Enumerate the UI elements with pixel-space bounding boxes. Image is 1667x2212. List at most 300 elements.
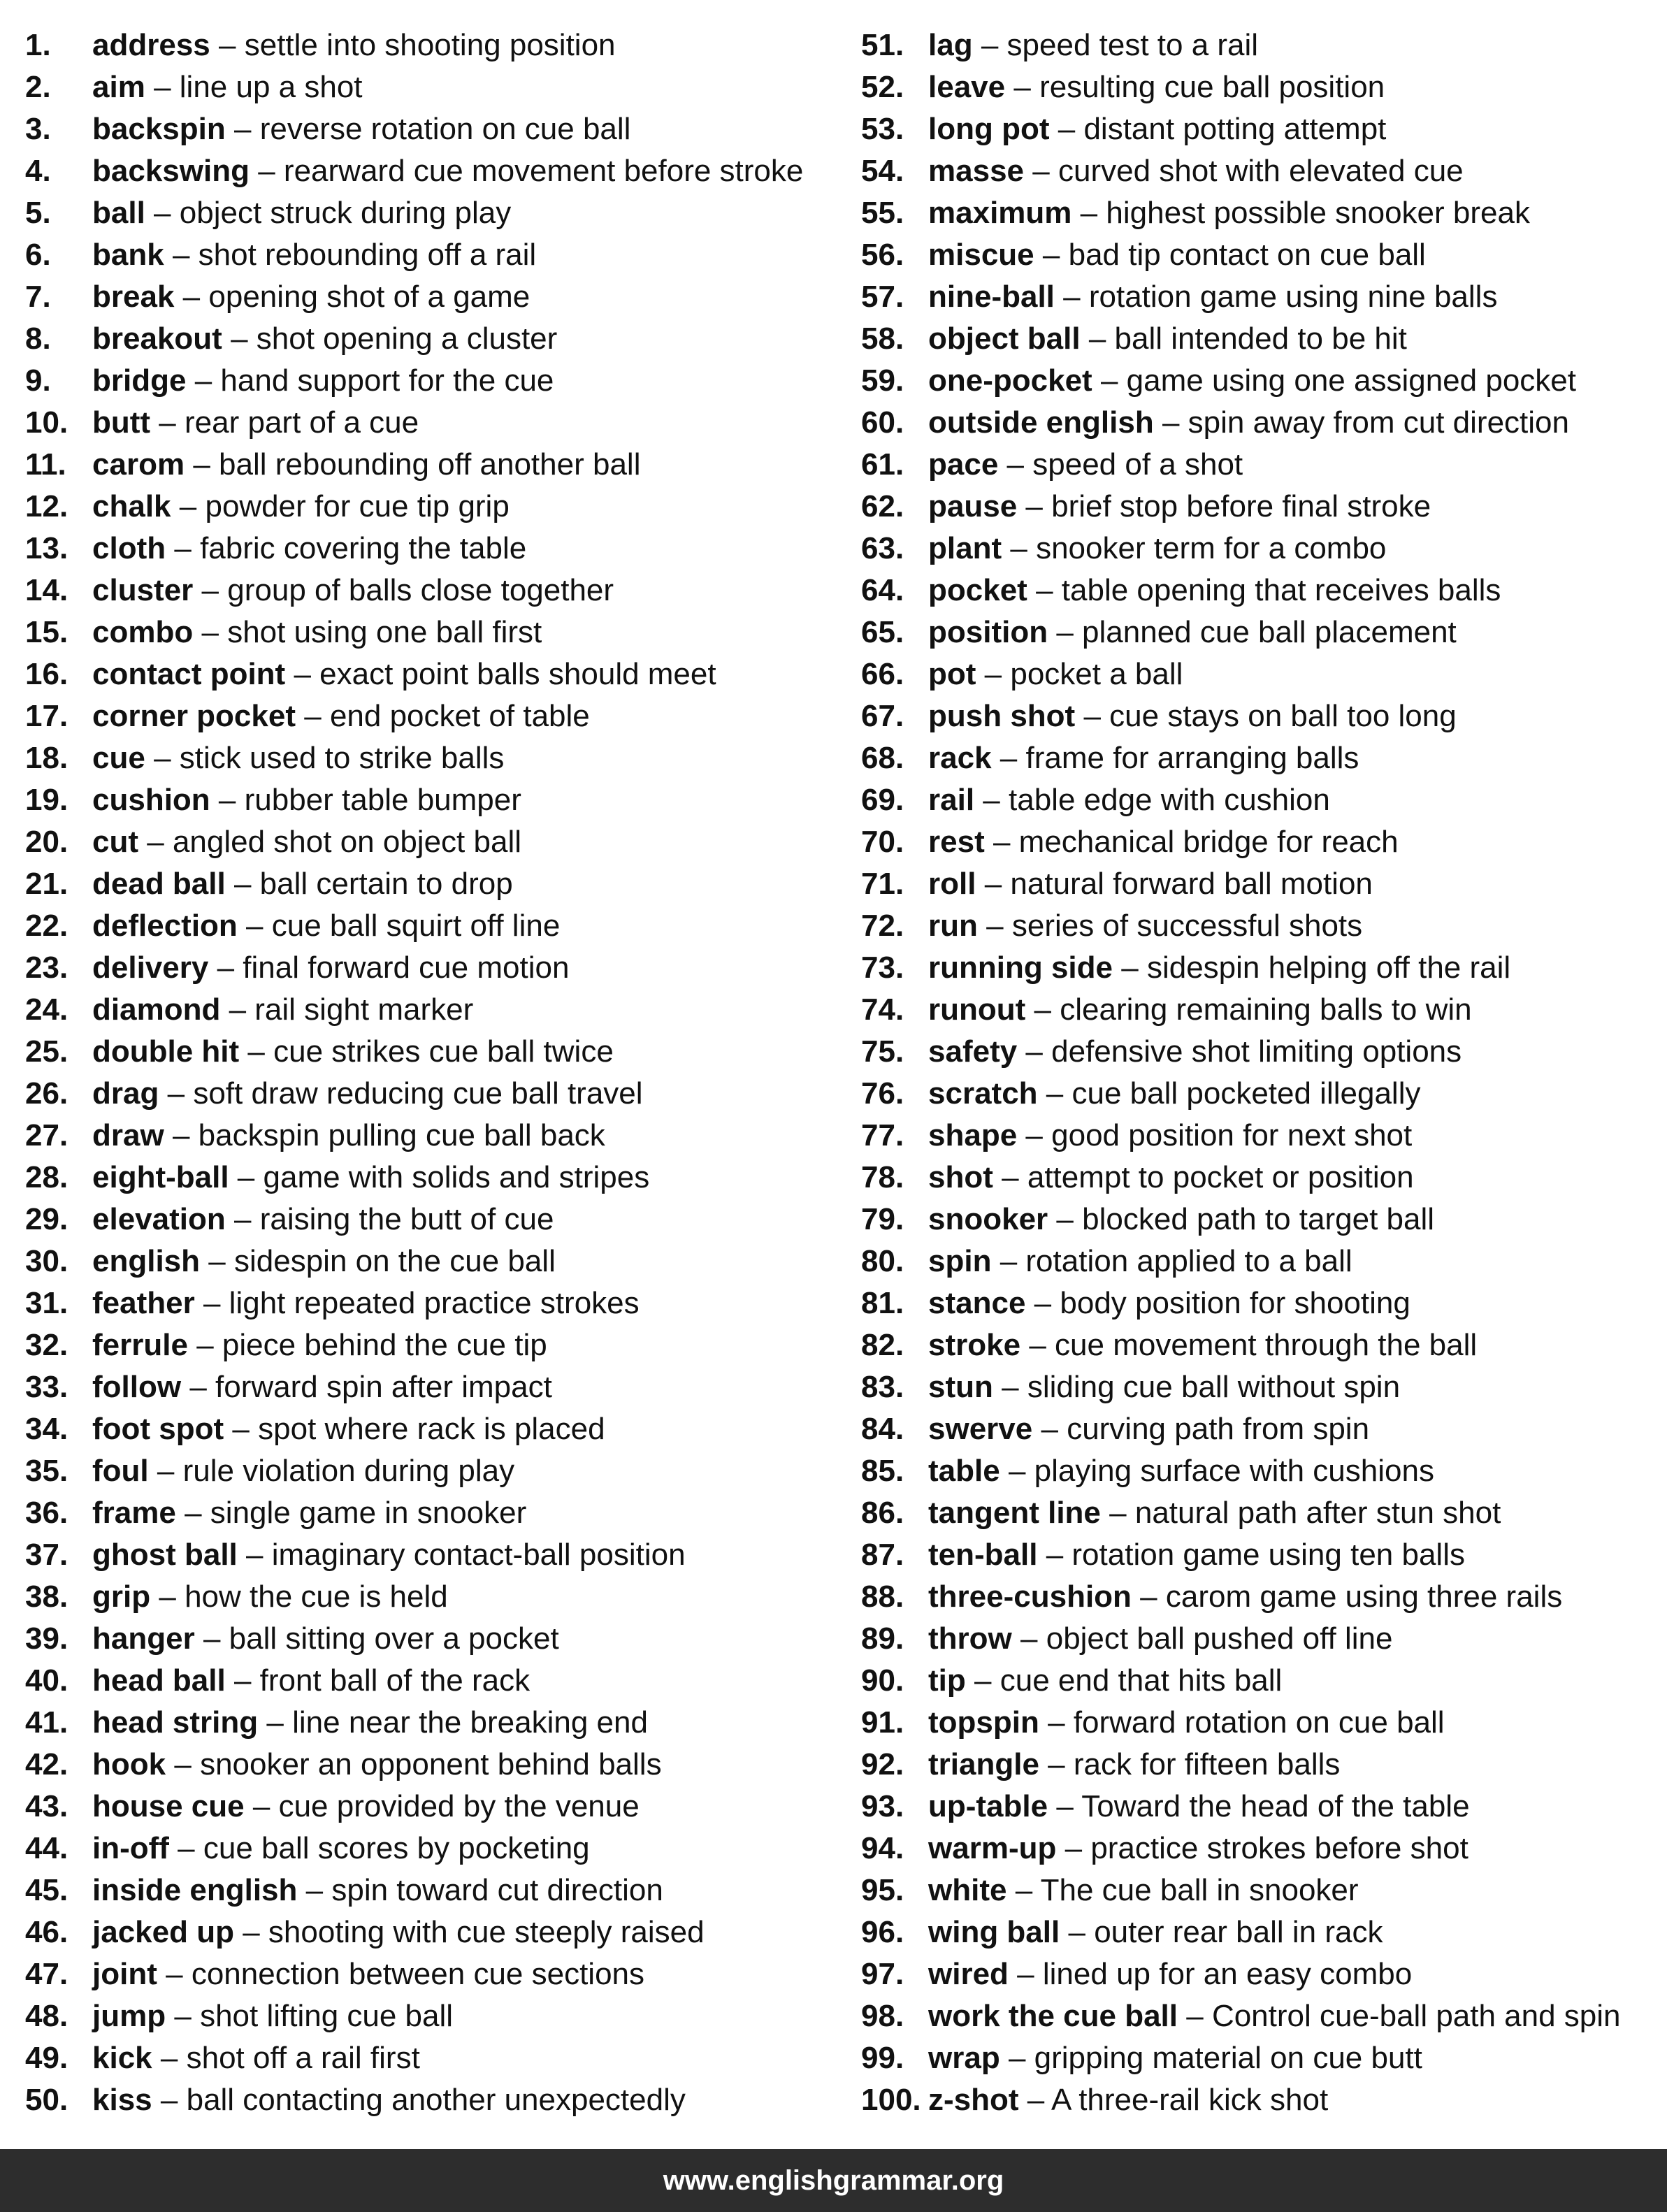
entry-number: 53. <box>861 112 904 146</box>
entry-definition: imaginary contact-ball position <box>271 1538 686 1572</box>
glossary-entry <box>861 1324 1651 1366</box>
glossary-entry <box>861 1870 1651 1911</box>
entry-number: 96. <box>861 1915 904 1949</box>
entry-definition: stick used to strike balls <box>179 741 505 775</box>
entry-definition: cue end that hits ball <box>1000 1663 1283 1698</box>
entry-term: hook <box>92 1747 166 1781</box>
entry-term: combo <box>92 615 194 649</box>
glossary-entry <box>25 2037 843 2079</box>
entry-separator: – <box>1025 1034 1043 1069</box>
glossary-entry <box>25 1618 843 1660</box>
entry-separator: – <box>154 196 171 230</box>
entry-number: 49. <box>25 2041 68 2075</box>
entry-definition: shot lifting cue ball <box>200 1999 454 2033</box>
glossary-entry <box>861 2079 1651 2121</box>
entry-separator: – <box>986 909 1004 943</box>
entry-definition: line near the breaking end <box>292 1705 648 1740</box>
entry-definition: rearward cue movement before stroke <box>283 154 804 188</box>
entry-separator: – <box>974 1663 992 1698</box>
entry-definition: backspin pulling cue ball back <box>198 1118 605 1152</box>
entry-separator: – <box>1041 1412 1058 1446</box>
entry-number: 18. <box>25 741 68 775</box>
entry-definition: opening shot of a game <box>208 280 531 314</box>
glossary-entry <box>861 863 1651 905</box>
entry-term: z-shot <box>928 2083 1019 2117</box>
entry-term: grip <box>92 1580 151 1614</box>
entry-term: shape <box>928 1118 1018 1152</box>
entry-separator: – <box>252 1789 270 1823</box>
glossary-entry <box>25 1660 843 1702</box>
entry-number: 41. <box>25 1705 68 1740</box>
entry-term: bridge <box>92 363 187 398</box>
entry-separator: – <box>1000 1244 1018 1278</box>
glossary-entry <box>861 1786 1651 1828</box>
entry-term: shot <box>928 1160 993 1194</box>
entry-term: dead ball <box>92 867 226 901</box>
entry-separator: – <box>1048 1747 1065 1781</box>
entry-term: ferrule <box>92 1328 188 1362</box>
entry-separator: – <box>217 950 235 985</box>
entry-separator: – <box>203 1621 221 1656</box>
entry-number: 19. <box>25 783 68 817</box>
entry-number: 51. <box>861 28 904 62</box>
entry-separator: – <box>1002 1160 1019 1194</box>
entry-definition: cue stays on ball too long <box>1109 699 1457 733</box>
entry-separator: – <box>233 1202 252 1236</box>
entry-definition: ball sitting over a pocket <box>229 1621 559 1656</box>
entry-separator: – <box>1000 741 1018 775</box>
glossary-entry <box>25 612 843 653</box>
entry-definition: curving path from spin <box>1067 1412 1370 1446</box>
glossary-entry <box>25 1870 843 1911</box>
entry-definition: cue ball scores by pocketing <box>203 1831 590 1865</box>
entry-term: runout <box>928 992 1026 1027</box>
entry-term: white <box>928 1873 1007 1907</box>
entry-definition: forward rotation on cue ball <box>1073 1705 1445 1740</box>
glossary-entry <box>25 863 843 905</box>
entry-separator: – <box>993 825 1011 859</box>
entry-definition: table edge with cushion <box>1009 783 1330 817</box>
entry-number: 60. <box>861 405 904 440</box>
glossary-entry <box>25 821 843 863</box>
entry-number: 97. <box>861 1957 904 1991</box>
glossary-entry <box>861 1073 1651 1115</box>
entry-separator: – <box>1027 2083 1045 2117</box>
entry-number: 61. <box>861 447 904 482</box>
entry-separator: – <box>247 1034 265 1069</box>
entry-number: 55. <box>861 196 904 230</box>
glossary-entry <box>861 737 1651 779</box>
entry-definition: object struck during play <box>179 196 512 230</box>
entry-number: 58. <box>861 321 904 356</box>
entry-definition: spin toward cut direction <box>331 1873 663 1907</box>
entry-number: 59. <box>861 363 904 398</box>
glossary-entry <box>861 1744 1651 1786</box>
entry-definition: shooting with cue steeply raised <box>268 1915 705 1949</box>
entry-term: running side <box>928 950 1113 985</box>
glossary-entry <box>25 1828 843 1870</box>
entry-number: 28. <box>25 1160 68 1194</box>
glossary-entry <box>25 1157 843 1199</box>
entry-term: cushion <box>92 783 210 817</box>
entry-term: safety <box>928 1034 1018 1069</box>
entry-separator: – <box>983 783 1000 817</box>
entry-number: 24. <box>25 992 68 1027</box>
entry-number: 4. <box>25 154 51 188</box>
entry-number: 87. <box>861 1538 904 1572</box>
entry-separator: – <box>166 1957 183 1991</box>
entry-term: pocket <box>928 573 1027 607</box>
entry-definition: end pocket of table <box>329 699 590 733</box>
entry-definition: connection between cue sections <box>191 1957 645 1991</box>
entry-separator: – <box>193 447 210 482</box>
entry-number: 39. <box>25 1621 68 1656</box>
entry-separator: – <box>172 1118 190 1152</box>
entry-definition: light repeated practice strokes <box>229 1286 640 1320</box>
glossary-column-left <box>25 24 843 2121</box>
entry-separator: – <box>1008 2041 1026 2075</box>
entry-definition: gripping material on cue butt <box>1034 2041 1422 2075</box>
glossary-entry <box>861 402 1651 444</box>
glossary-entry <box>25 1408 843 1450</box>
glossary-entry <box>25 1911 843 1953</box>
entry-definition: exact point balls should meet <box>319 657 716 691</box>
entry-definition: cue provided by the venue <box>278 1789 640 1823</box>
entry-separator: – <box>1109 1496 1127 1530</box>
entry-number: 74. <box>861 992 904 1027</box>
glossary-entry <box>861 1492 1651 1534</box>
entry-number: 7. <box>25 280 51 314</box>
glossary-entry <box>861 192 1651 234</box>
entry-separator: – <box>1056 1202 1074 1236</box>
entry-term: lag <box>928 28 973 62</box>
entry-separator: – <box>203 1286 221 1320</box>
entry-definition: A three-rail kick shot <box>1051 2083 1329 2117</box>
entry-definition: rotation game using ten balls <box>1071 1538 1465 1572</box>
glossary-entry <box>861 1660 1651 1702</box>
glossary-entry <box>861 779 1651 821</box>
entry-term: wired <box>928 1957 1009 1991</box>
glossary-entry <box>25 737 843 779</box>
entry-definition: rotation applied to a ball <box>1025 1244 1352 1278</box>
entry-number: 62. <box>861 489 904 523</box>
entry-separator: – <box>1083 699 1101 733</box>
entry-term: ball <box>92 196 145 230</box>
entry-term: masse <box>928 154 1025 188</box>
entry-term: head string <box>92 1705 259 1740</box>
glossary-entry <box>861 695 1651 737</box>
entry-number: 42. <box>25 1747 68 1781</box>
entry-term: rail <box>928 783 975 817</box>
entry-term: wing ball <box>928 1915 1060 1949</box>
entry-term: wrap <box>928 2041 1000 2075</box>
entry-number: 40. <box>25 1663 68 1698</box>
entry-definition: cue movement through the ball <box>1055 1328 1478 1362</box>
entry-definition: cue strikes cue ball twice <box>273 1034 614 1069</box>
entry-term: butt <box>92 405 151 440</box>
entry-number: 1. <box>25 28 51 62</box>
entry-definition: rack for fifteen balls <box>1073 1747 1341 1781</box>
entry-definition: sidespin helping off the rail <box>1146 950 1511 985</box>
glossary-entry <box>25 1366 843 1408</box>
entry-term: miscue <box>928 238 1034 272</box>
entry-term: corner pocket <box>92 699 296 733</box>
entry-separator: – <box>1008 1454 1026 1488</box>
entry-definition: snooker an opponent behind balls <box>200 1747 662 1781</box>
entry-definition: defensive shot limiting options <box>1051 1034 1462 1069</box>
entry-term: stun <box>928 1370 993 1404</box>
entry-term: foot spot <box>92 1412 224 1446</box>
glossary-entry <box>861 1995 1651 2037</box>
entry-term: kick <box>92 2041 152 2075</box>
entry-separator: – <box>219 28 236 62</box>
entry-number: 86. <box>861 1496 904 1530</box>
entry-term: push shot <box>928 699 1076 733</box>
entry-separator: – <box>154 70 171 104</box>
entry-number: 36. <box>25 1496 68 1530</box>
glossary-entry <box>25 570 843 612</box>
entry-separator: – <box>237 1160 255 1194</box>
entry-number: 78. <box>861 1160 904 1194</box>
glossary-entry <box>861 1031 1651 1073</box>
glossary-entry <box>861 947 1651 989</box>
entry-definition: frame for arranging balls <box>1025 741 1359 775</box>
entry-number: 9. <box>25 363 51 398</box>
entry-term: swerve <box>928 1412 1033 1446</box>
entry-definition: game with solids and stripes <box>263 1160 650 1194</box>
entry-separator: – <box>174 531 192 565</box>
entry-separator: – <box>1162 405 1180 440</box>
entry-separator: – <box>233 1663 252 1698</box>
entry-definition: ball certain to drop <box>259 867 513 901</box>
entry-definition: speed of a shot <box>1032 447 1243 482</box>
entry-term: up-table <box>928 1789 1048 1823</box>
entry-separator: – <box>201 573 219 607</box>
glossary-entry <box>861 1618 1651 1660</box>
entry-number: 84. <box>861 1412 904 1446</box>
entry-definition: table opening that receives balls <box>1061 573 1501 607</box>
entry-number: 20. <box>25 825 68 859</box>
entry-number: 33. <box>25 1370 68 1404</box>
entry-separator: – <box>160 2083 178 2117</box>
entry-number: 56. <box>861 238 904 272</box>
entry-definition: soft draw reducing cue ball travel <box>193 1076 643 1111</box>
glossary-entry <box>861 1450 1651 1492</box>
glossary-entry <box>25 905 843 947</box>
entry-separator: – <box>1010 531 1027 565</box>
glossary-entry <box>861 2037 1651 2079</box>
entry-term: frame <box>92 1496 176 1530</box>
entry-separator: – <box>179 489 197 523</box>
entry-number: 32. <box>25 1328 68 1362</box>
entry-separator: – <box>167 1076 185 1111</box>
entry-separator: – <box>984 657 1002 691</box>
entry-separator: – <box>1121 950 1139 985</box>
entry-number: 99. <box>861 2041 904 2075</box>
glossary-entry <box>25 360 843 402</box>
entry-term: scratch <box>928 1076 1038 1111</box>
entry-term: follow <box>92 1370 182 1404</box>
glossary-entry <box>25 2079 843 2121</box>
entry-term: ten-ball <box>928 1538 1038 1572</box>
entry-number: 81. <box>861 1286 904 1320</box>
glossary-entry <box>861 66 1651 108</box>
entry-separator: – <box>981 28 999 62</box>
entry-term: jump <box>92 1999 166 2033</box>
entry-definition: forward spin after impact <box>215 1370 552 1404</box>
glossary-entry <box>861 1702 1651 1744</box>
entry-term: backspin <box>92 112 226 146</box>
entry-definition: settle into shooting position <box>244 28 616 62</box>
entry-term: topspin <box>928 1705 1039 1740</box>
glossary-entry <box>861 1115 1651 1157</box>
entry-definition: ball intended to be hit <box>1114 321 1407 356</box>
entry-number: 23. <box>25 950 68 985</box>
glossary-entry <box>25 1576 843 1618</box>
entry-number: 6. <box>25 238 51 272</box>
entry-definition: rear part of a cue <box>185 405 419 440</box>
glossary-entry <box>861 1241 1651 1282</box>
entry-term: pace <box>928 447 999 482</box>
entry-separator: – <box>1063 280 1081 314</box>
entry-definition: natural path after stun shot <box>1134 1496 1501 1530</box>
entry-number: 34. <box>25 1412 68 1446</box>
entry-definition: how the cue is held <box>185 1580 448 1614</box>
entry-separator: – <box>1002 1370 1019 1404</box>
entry-term: drag <box>92 1076 159 1111</box>
entry-number: 27. <box>25 1118 68 1152</box>
glossary-entry <box>861 486 1651 528</box>
entry-separator: – <box>160 2041 178 2075</box>
entry-number: 77. <box>861 1118 904 1152</box>
entry-number: 92. <box>861 1747 904 1781</box>
glossary-entry <box>25 1492 843 1534</box>
glossary-entry <box>25 1073 843 1115</box>
entry-number: 89. <box>861 1621 904 1656</box>
entry-term: one-pocket <box>928 363 1092 398</box>
glossary-entry <box>25 1702 843 1744</box>
glossary-entry <box>861 276 1651 318</box>
entry-separator: – <box>1048 1705 1065 1740</box>
entry-separator: – <box>1034 992 1052 1027</box>
entry-term: kiss <box>92 2083 152 2117</box>
entry-term: address <box>92 28 210 62</box>
entry-term: stroke <box>928 1328 1021 1362</box>
entry-definition: resulting cue ball position <box>1039 70 1385 104</box>
entry-definition: good position for next shot <box>1051 1118 1413 1152</box>
entry-number: 25. <box>25 1034 68 1069</box>
glossary-entry <box>861 1282 1651 1324</box>
glossary-entry <box>25 150 843 192</box>
entry-term: house cue <box>92 1789 245 1823</box>
entry-separator: – <box>182 280 201 314</box>
entry-separator: – <box>194 363 212 398</box>
glossary-entry <box>861 1366 1651 1408</box>
entry-number: 63. <box>861 531 904 565</box>
glossary-entry <box>861 234 1651 276</box>
glossary-entry <box>25 947 843 989</box>
entry-separator: – <box>1140 1580 1157 1614</box>
entry-term: three-cushion <box>928 1580 1132 1614</box>
glossary-entry <box>25 1744 843 1786</box>
entry-definition: curved shot with elevated cue <box>1058 154 1464 188</box>
entry-term: nine-ball <box>928 280 1055 314</box>
entry-separator: – <box>159 405 176 440</box>
entry-number: 85. <box>861 1454 904 1488</box>
entry-term: roll <box>928 867 976 901</box>
entry-definition: sidespin on the cue ball <box>233 1244 556 1278</box>
entry-term: in-off <box>92 1831 169 1865</box>
entry-definition: fabric covering the table <box>200 531 527 565</box>
entry-definition: raising the butt of cue <box>259 1202 554 1236</box>
glossary-entry <box>25 318 843 360</box>
entry-term: delivery <box>92 950 209 985</box>
entry-separator: – <box>172 238 190 272</box>
entry-separator: – <box>174 1999 192 2033</box>
entry-term: break <box>92 280 175 314</box>
entry-separator: – <box>1025 1118 1043 1152</box>
entry-term: cue <box>92 741 145 775</box>
glossary-entry <box>861 1953 1651 1995</box>
entry-number: 10. <box>25 405 68 440</box>
entry-term: ghost ball <box>92 1538 238 1572</box>
entry-separator: – <box>201 615 219 649</box>
entry-number: 16. <box>25 657 68 691</box>
entry-term: inside english <box>92 1873 298 1907</box>
entry-separator: – <box>1046 1538 1064 1572</box>
entry-separator: – <box>147 825 164 859</box>
entry-number: 35. <box>25 1454 68 1488</box>
entry-definition: object ball pushed off line <box>1046 1621 1393 1656</box>
entry-separator: – <box>196 1328 214 1362</box>
entry-number: 64. <box>861 573 904 607</box>
entry-number: 71. <box>861 867 904 901</box>
entry-separator: – <box>1186 1999 1204 2033</box>
entry-definition: body position for shooting <box>1060 1286 1410 1320</box>
entry-term: aim <box>92 70 145 104</box>
entry-separator: – <box>1013 70 1031 104</box>
entry-definition: ball rebounding off another ball <box>219 447 641 482</box>
entry-number: 83. <box>861 1370 904 1404</box>
entry-term: position <box>928 615 1048 649</box>
entry-separator: – <box>208 1244 226 1278</box>
entry-number: 93. <box>861 1789 904 1823</box>
entry-term: eight-ball <box>92 1160 229 1194</box>
entry-definition: ball contacting another unexpectedly <box>186 2083 686 2117</box>
glossary-entry <box>861 1911 1651 1953</box>
entry-definition: line up a shot <box>179 70 363 104</box>
entry-term: hanger <box>92 1621 195 1656</box>
entry-term: maximum <box>928 196 1072 230</box>
entry-number: 37. <box>25 1538 68 1572</box>
entry-separator: – <box>1100 363 1118 398</box>
entry-number: 15. <box>25 615 68 649</box>
entry-definition: final forward cue motion <box>243 950 570 985</box>
entry-term: double hit <box>92 1034 240 1069</box>
glossary-entry <box>25 276 843 318</box>
entry-definition: reverse rotation on cue ball <box>259 112 631 146</box>
glossary-entry <box>861 1828 1651 1870</box>
entry-separator: – <box>229 992 247 1027</box>
entry-number: 5. <box>25 196 51 230</box>
entry-definition: single game in snooker <box>210 1496 527 1530</box>
entry-number: 68. <box>861 741 904 775</box>
entry-number: 52. <box>861 70 904 104</box>
entry-definition: bad tip contact on cue ball <box>1068 238 1426 272</box>
glossary-entry <box>861 24 1651 66</box>
entry-number: 46. <box>25 1915 68 1949</box>
glossary-entry <box>861 570 1651 612</box>
